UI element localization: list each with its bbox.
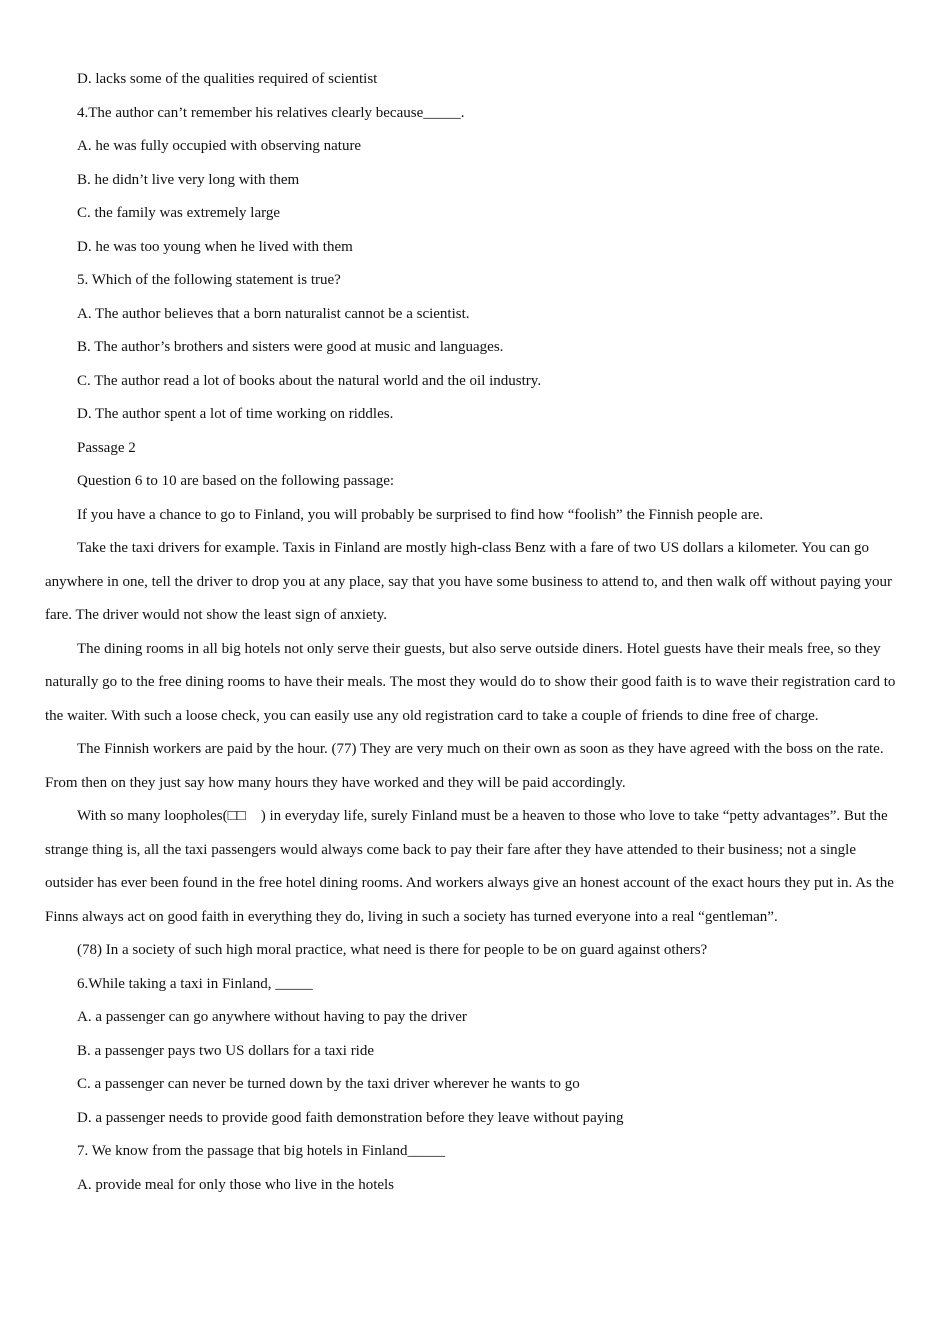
question-line: 5. Which of the following statement is true? [77,272,341,288]
passage-instruction: Question 6 to 10 are based on the following passage: [77,473,395,489]
option-line: D. The author spent a lot of time working on riddles. [77,406,394,422]
option-line: C. the family was extremely large [77,205,280,221]
passage-paragraph: The Finnish workers are paid by the hour. (77) They are very much on their own as soon as they have agreed with the boss on the rate. From then on they just say how many hours they have worked and they will be paid accordingly. [45,741,884,791]
option-line: C. a passenger can never be turned down by the taxi driver wherever he wants to go [77,1076,580,1092]
option-line: A. The author believes that a born naturalist cannot be a scientist. [77,305,470,322]
passage-paragraph: Take the taxi drivers for example. Taxis in Finland are mostly high-class Benz with a fare of two US dollars a kilometer. You can go anywhere in one, tell the driver to drop you at any place, say that you have some business to attend to, and then walk off without paying your fare. The driver would not show the least sign of anxiety. [45,540,893,623]
option-line: B. a passenger pays two US dollars for a taxi ride [77,1042,375,1059]
passage-heading: Passage 2 [77,439,136,456]
option-line: A. a passenger can go anywhere without having to pay the driver [77,1009,467,1025]
document-text [45,63,907,1202]
question-line: 4.The author can’t remember his relatives clearly because_____. [77,104,465,121]
option-line: D. lacks some of the qualities required of scientist [77,71,378,87]
passage-paragraph: (78) In a society of such high moral practice, what need is there for people to be on guard against others? [77,942,708,958]
option-line: A. he was fully occupied with observing nature [77,138,362,154]
option-line: B. he didn’t live very long with them [77,171,300,188]
question-line: 6.While taking a taxi in Finland, _____ [77,975,313,992]
option-line: D. he was too young when he lived with them [77,238,353,255]
option-line: A. provide meal for only those who live in the hotels [77,1176,395,1193]
question-line: 7. We know from the passage that big hotels in Finland_____ [77,1143,446,1159]
passage-paragraph: The dining rooms in all big hotels not only serve their guests, but also serve outside diners. Hotel guests have their meals free, so they naturally go to the free dining rooms to have their meals. The most they would do to show their good faith is to wave their registration card to the waiter. With such a loose check, you can easily use any old registration card to take a couple of friends to dine free of charge. [45,640,896,724]
passage-paragraph: With so many loopholes(□□ ) in everyday life, surely Finland must be a heaven to those who love to take “petty advantages”. But the strange thing is, all the taxi passengers would always come back to pay their fare after they have attended to their business; not a single outsider has ever been found in the free hotel dining rooms. And workers always give an honest account of the exact hours they put in. As the Finns always act on good faith in everything they do, living in such a society has turned everyone into a real “gentleman”. [45,808,894,925]
passage-paragraph: If you have a chance to go to Finland, you will probably be surprised to find how “foolish” the Finnish people are. [77,506,764,523]
option-line: B. The author’s brothers and sisters were good at music and languages. [77,339,504,355]
option-line: D. a passenger needs to provide good faith demonstration before they leave without paying [77,1109,624,1126]
option-line: C. The author read a lot of books about the natural world and the oil industry. [77,372,542,389]
